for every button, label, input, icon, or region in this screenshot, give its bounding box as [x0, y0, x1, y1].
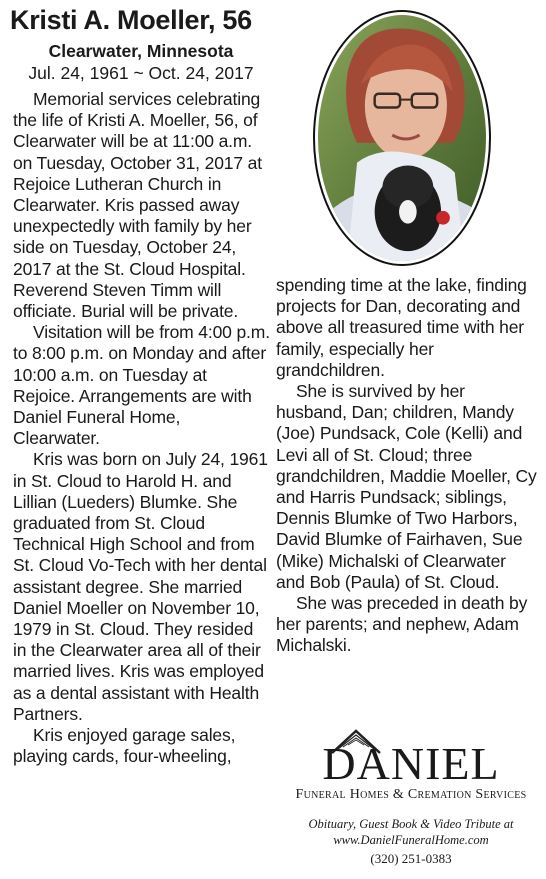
- paragraph-preceded: She was preceded in death by her parents; and nephew, Adam Michalski.: [276, 593, 528, 656]
- funeral-home-name: DANIEL: [322, 738, 500, 789]
- portrait-photo: [318, 15, 486, 261]
- obituary-location: Clearwater, Minnesota: [48, 41, 234, 61]
- obituary-dates: Jul. 24, 1961 ~ Oct. 24, 2017: [28, 63, 254, 83]
- obituary-left-column: [13, 89, 271, 768]
- obituary-right-column: [276, 275, 538, 657]
- tribute-line: Obituary, Guest Book & Video Tribute at: [308, 817, 514, 831]
- paragraph-hobbies: Kris enjoyed garage sales, playing cards, four-wheeling,: [13, 725, 236, 767]
- paragraph-hobbies-continued: spending time at the lake, finding projects for Dan, decorating and above all treasured time with her family, especially her grandchildren.: [276, 275, 527, 380]
- paragraph-survivors: She is survived by her husband, Dan; children, Mandy (Joe) Pundsack, Cole (Kelli) and Levi all of St. Cloud; three grandchildren, Maddie Moeller, Cy and Harris Pundsack; siblings, Dennis Blumke of Two Harbors, David Blumke of Fairhaven, Sue (Mike) Michalski of Clearwater and Bob (Paula) of St. Cloud.: [276, 381, 537, 592]
- website-link[interactable]: www.DanielFuneralHome.com: [333, 833, 489, 847]
- paragraph-memorial: Memorial services celebrating the life of Kristi A. Moeller, 56, of Clearwater will be at 11:00 a.m. on Tuesday, October 31, 2017 at Rejoice Lutheran Church in Clearwater. Kris passed away unexpectedly with family by her side on Tuesday, October 24, 2017 at the St. Cloud Hospital. Reverend Steven Timm will officiate. Burial will be private.: [13, 89, 262, 322]
- paragraph-visitation: Visitation will be from 4:00 p.m. to 8:00 p.m. on Monday and after 10:00 a.m. on Tuesday at Rejoice. Arrangements are with Daniel Funeral Home, Clearwater.: [13, 322, 270, 449]
- obituary-name: Kristi A. Moeller, 56: [10, 5, 252, 35]
- paragraph-biography: Kris was born on July 24, 1961 in St. Cloud to Harold H. and Lillian (Lueders) Blumke. She graduated from St. Cloud Technical High School and from St. Cloud Vo-Tech with her dental assistant degree. She married Daniel Moeller on November 10, 1979 in St. Cloud. They resided in the Clearwater area all of their married lives. Kris was employed as a dental assistant with Health Partners.: [13, 449, 268, 724]
- phone-number: (320) 251-0383: [370, 851, 452, 866]
- funeral-home-tagline: Funeral Homes & Cremation Services: [295, 787, 527, 802]
- portrait-frame: [313, 10, 491, 266]
